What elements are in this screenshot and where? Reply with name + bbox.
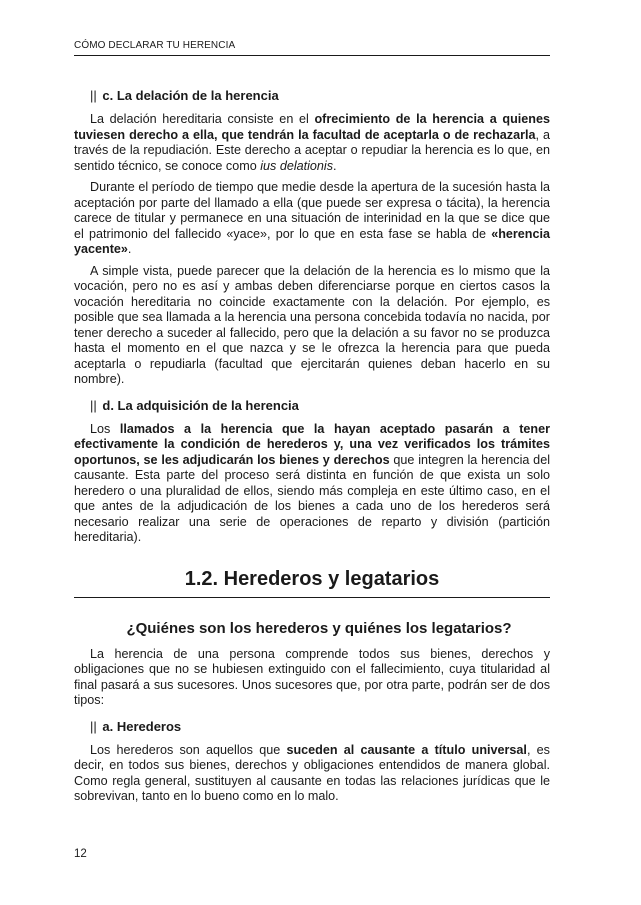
heading-bars-icon: || [90,88,97,103]
paragraph [74,264,550,388]
text-run: Los herederos son aquellos que [90,742,287,757]
question-heading: ¿Quiénes son los herederos y quiénes los legatarios? [126,619,512,637]
section-heading-delacion [90,88,550,103]
text-run: La delación hereditaria consiste en el [90,112,315,126]
text-run: . [333,158,337,173]
text-run: , es decir, en todos sus bienes, derechos y obligaciones entendidos de manera global. Como regla general, sustituyen al causante en todas las relaciones jurídicas que le sobrevivan, tanto en lo bueno como en lo malo. [74,742,550,803]
text-run: que integren la herencia del causante. Esta parte del proceso será distinta en función de que exista un solo heredero o una pluralidad de ellos, siendo más compleja en este último caso, en el que antes de la adjudicación de los bienes a cada uno de los herederos será necesario realizar una serie de operaciones de reparto y división (partición hereditaria). [74,452,550,544]
paragraph [74,180,550,258]
heading-bars-icon: || [90,718,97,734]
heading-bars-icon: || [90,397,97,413]
page-content [74,88,550,811]
bold-text: ofrecimiento de la herencia a quienes tuviesen derecho a ella, que tendrán la facultad de aceptarla o de rechazarla [74,112,550,142]
text-run: A simple vista, puede parecer que la delación de la herencia es lo mismo que la vocación, pero no es así y ambas deben diferenciarse porque en ciertos casos la vocación hereditaria no coincide exactamente con la delación. Por ejemplo, es posible que sea llamada a la herencia una persona concebida todavía no nacida, por tener derecho a suceder al fallecido, pero que la delación a su favor no se produzca hasta el momento en el que nazca y se le ofrezca la herencia para que pueda aceptarla o repudiarla (facultad que ejercitarán quienes deban hacerlo en su nombre). [74,263,550,386]
text-run: Los [90,421,120,436]
section-heading-herederos [90,719,550,734]
text-run: Durante el período de tiempo que medie desde la apertura de la sucesión hasta la aceptación por parte del llamado a ella (que puede ser expresa o tácita), la herencia carece de titular y permanece en una situación de interinidad en la que se dice que el patrimonio del fallecido «yace», por lo que en esta fase se habla de [74,180,550,241]
text-run: , a través de la repudiación. Este derecho a aceptar o repudiar la herencia es lo que, en sentido técnico, se conoce como [74,127,550,173]
italic-text: ius delationis [260,158,334,173]
bold-text: suceden al causante a título universal [286,742,527,757]
paragraph [74,743,550,805]
paragraph [74,112,550,174]
text-run: La herencia de una persona comprende todos sus bienes, derechos y obligaciones que no se hubiesen extinguido con el fallecimiento, cuya titularidad al final pasará a sus sucesores. Unos sucesores que, por otra parte, podrán ser de dos tipos: [74,646,550,707]
bold-text: «herencia yacente» [74,226,550,256]
chapter-title: 1.2. Herederos y legatarios [74,568,550,598]
paragraph [74,647,550,709]
page-number: 12 [74,848,87,860]
section-heading-label: a. Herederos [102,718,182,734]
text-run: . [127,242,132,256]
paragraph [74,422,550,546]
section-heading-label: c. La delación de la herencia [102,88,279,103]
running-header: CÓMO DECLARAR TU HERENCIA [74,40,550,56]
bold-text: llamados a la herencia que la hayan aceptado pasarán a tener efectivamente la condición de herederos y, una vez verificados los trámites oportunos, se les adjudicarán los bienes y derechos [74,421,550,467]
section-heading-label: d. La adquisición de la herencia [102,397,299,413]
section-heading-adquisicion [90,398,550,413]
